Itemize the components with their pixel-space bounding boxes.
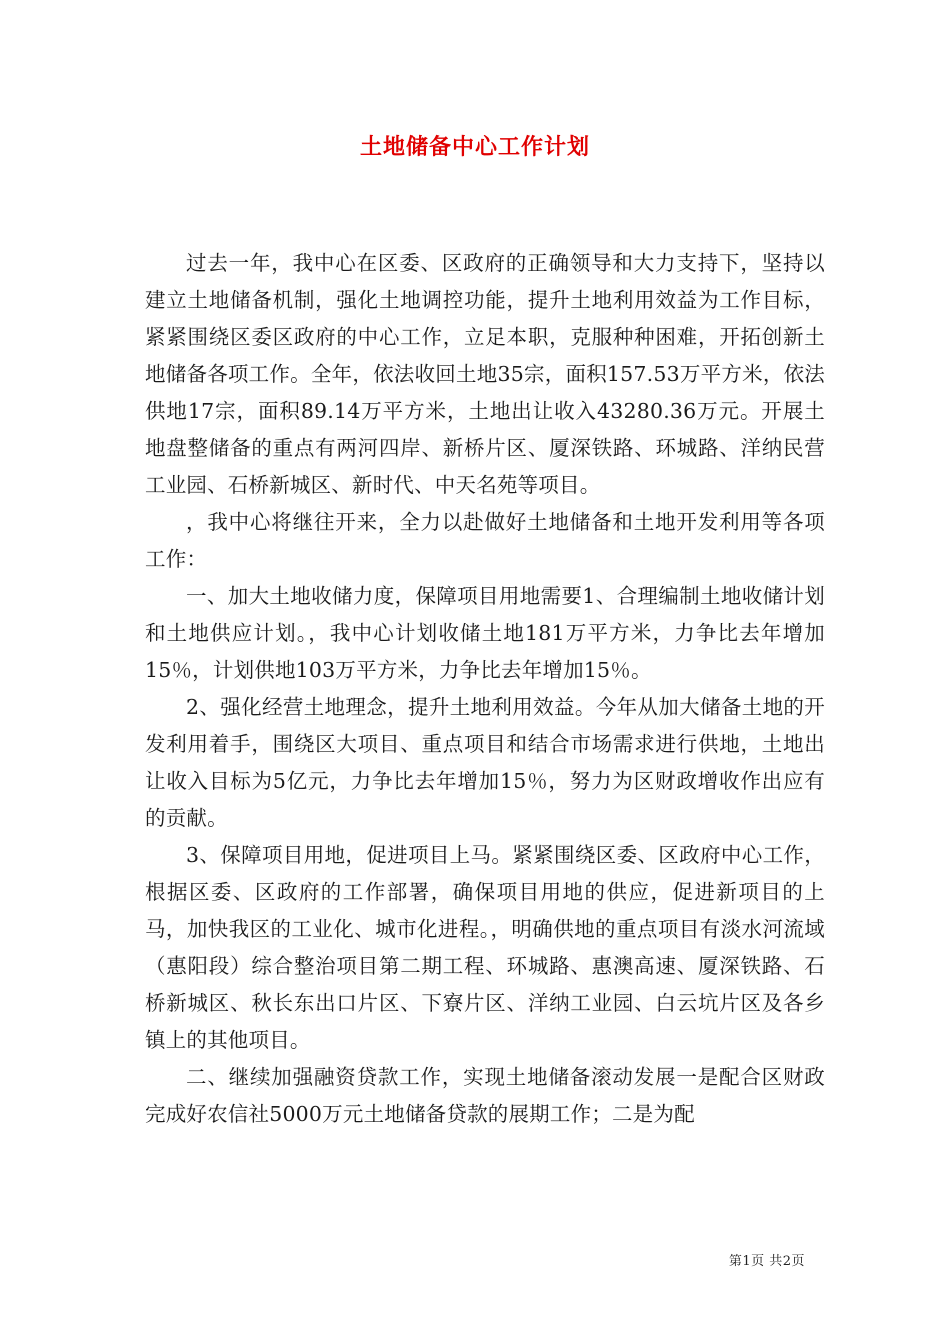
paragraph-item-three: 3、保障项目用地，促进项目上马。紧紧围绕区委、区政府中心工作，根据区委、区政府的工作部署，确保项目用地的供应，促进新项目的上马，加快我区的工业化、城市化进程。，明确供地的重点项目有淡水河流域（惠阳段）综合整治项目第二期工程、环城路、惠澳高速、厦深铁路、石桥新城区、秋长东出口片区、下寮片区、洋纳工业园、白云坑片区及各乡镇上的其他项目。 — [145, 843, 825, 1052]
paragraph-section-one: 一、加大土地收储力度，保障项目用地需要1、合理编制土地收储计划和土地供应计划。，我中心计划收储土地181万平方米，力争比去年增加15％，计划供地103万平方米，力争比去年增加15％。 — [145, 584, 825, 682]
paragraph-section-two: 二、继续加强融资贷款工作，实现土地储备滚动发展一是配合区财政完成好农信社5000万元土地储备贷款的展期工作；二是为配 — [145, 1065, 825, 1126]
paragraph-plan-lead: ，我中心将继往开来，全力以赴做好土地储备和土地开发利用等各项工作： — [145, 510, 825, 571]
document-body — [145, 245, 825, 1133]
paragraph-intro: 过去一年，我中心在区委、区政府的正确领导和大力支持下，坚持以建立土地储备机制，强化土地调控功能，提升土地利用效益为工作目标，紧紧围绕区委区政府的中心工作，立足本职，克服种种困难，开拓创新土地储备各项工作。全年，依法收回土地35宗，面积157.53万平方米，依法供地17宗，面积89.14万平方米，土地出让收入43280.36万元。开展土地盘整储备的重点有两河四岸、新桥片区、厦深铁路、环城路、洋纳民营工业园、石桥新城区、新时代、中天名苑等项目。 — [145, 251, 825, 497]
paragraph-item-two: 2、强化经营土地理念，提升土地利用效益。今年从加大储备土地的开发利用着手，围绕区大项目、重点项目和结合市场需求进行供地，土地出让收入目标为5亿元，力争比去年增加15％，努力为区财政增收作出应有的贡献。 — [145, 695, 825, 830]
document-title: 土地储备中心工作计划 — [359, 134, 590, 160]
page-number-footer: 第1页 共2页 — [728, 1254, 805, 1269]
